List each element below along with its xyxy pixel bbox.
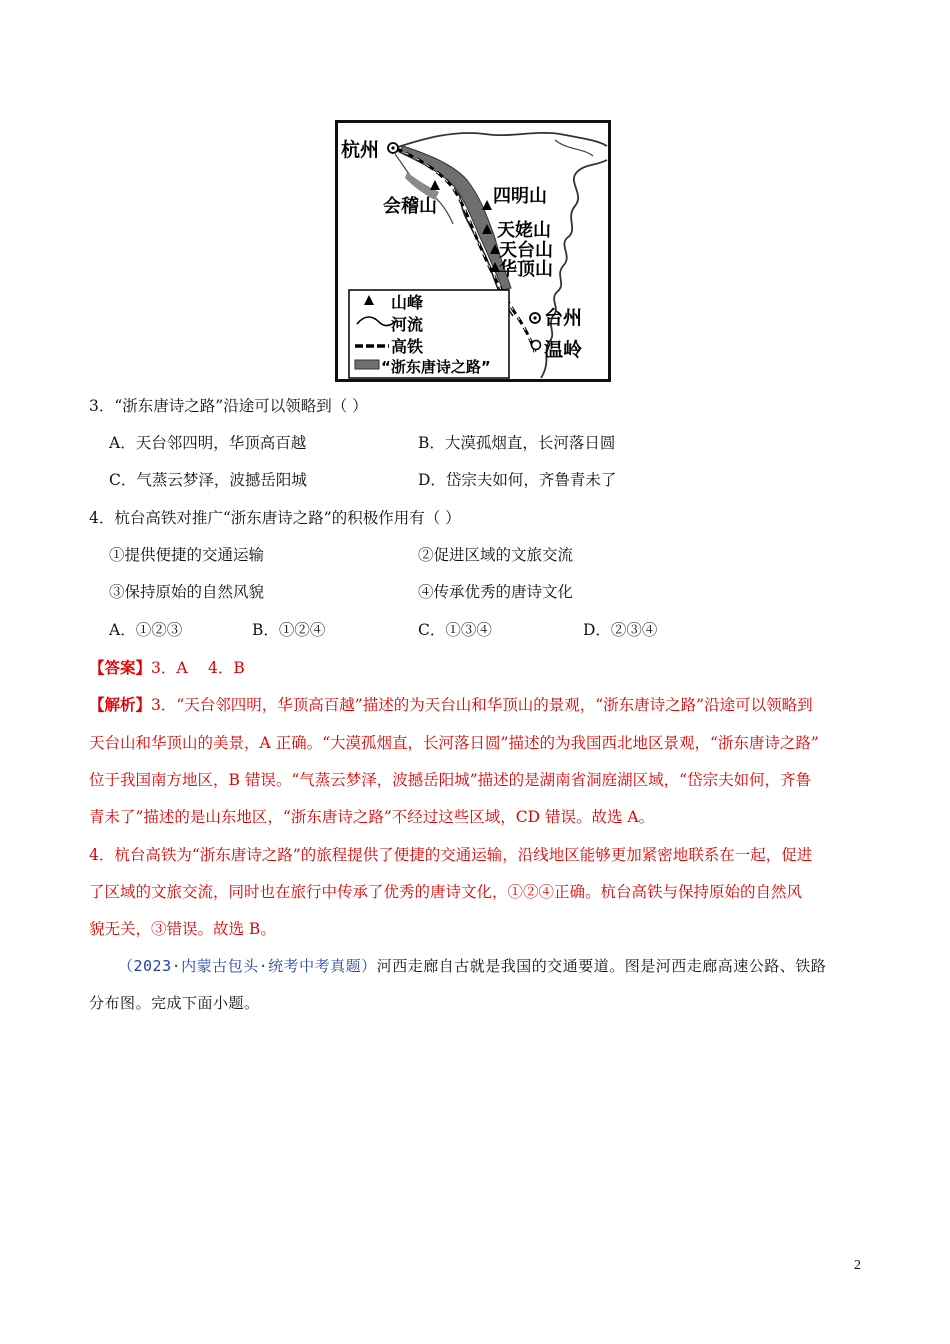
- legend-route-icon: [355, 360, 379, 369]
- wenling-marker: [532, 341, 541, 350]
- mountain-kuaiji: 会稽山: [383, 196, 437, 217]
- legend-peak: 山峰: [391, 293, 424, 312]
- next-question-text-1: 河西走廊自古就是我国的交通要道。图是河西走廊高速公路、铁路: [376, 957, 827, 975]
- q3-option-b: B．大漠孤烟直，长河落日圆: [418, 434, 616, 452]
- analysis-line-6: 了区域的文旅交流，同时也在旅行中传承了优秀的唐诗文化，①②④正确。杭台高铁与保持原始的自然风: [89, 883, 803, 901]
- q4-item-1: ①提供便捷的交通运输: [109, 546, 265, 564]
- mountain-huading: 华顶山: [499, 259, 553, 280]
- analysis-line-7: 貌无关，③错误。故选 B。: [89, 920, 276, 938]
- mountain-siming: 四明山: [493, 186, 547, 207]
- analysis-text-1: 3．“天台邻四明，华顶高百越”描述的为天台山和华顶山的景观，“浙东唐诗之路”沿途可以领略到: [151, 696, 813, 714]
- city-taizhou: 台州: [544, 307, 583, 329]
- analysis-line-3: 位于我国南方地区，B 错误。“气蒸云梦泽，波撼岳阳城”描述的是湖南省洞庭湖区域，“岱宗夫如何，齐鲁: [89, 771, 812, 789]
- next-question-line-2: 分布图。完成下面小题。: [89, 994, 260, 1012]
- mountain-tiantai: 天台山: [499, 240, 553, 261]
- next-question-line-1: [118, 956, 826, 976]
- answer-text: 3．A 4．B: [151, 659, 245, 677]
- legend-river: 河流: [391, 315, 424, 334]
- analysis-line-5: 4．杭台高铁为“浙东唐诗之路”的旅程提供了便捷的交通运输，沿线地区能够更加紧密地联系在一起，促进: [89, 846, 813, 864]
- question-4-stem: 4．杭台高铁对推广“浙东唐诗之路”的积极作用有（ ）: [89, 509, 461, 527]
- map-figure: [335, 120, 611, 382]
- q4-option-c: C．①③④: [418, 621, 492, 639]
- city-wenling: 温岭: [544, 339, 583, 361]
- q3-option-c: C．气蒸云梦泽，波撼岳阳城: [109, 471, 307, 489]
- q4-item-4: ④传承优秀的唐诗文化: [418, 583, 574, 601]
- analysis-line-2: 天台山和华顶山的美景，A 正确。“大漠孤烟直，长河落日圆”描述的为我国西北地区景观，“浙东唐诗之路”: [89, 734, 819, 752]
- q3-option-d: D．岱宗夫如何，齐鲁青未了: [418, 471, 617, 489]
- answer-tag: 【答案】: [89, 658, 152, 677]
- q4-option-b: B．①②④: [252, 621, 326, 639]
- analysis-tag: 【解析】: [89, 695, 152, 714]
- city-hangzhou: 杭州: [341, 139, 380, 161]
- page-number: 2: [854, 1258, 861, 1273]
- q4-item-3: ③保持原始的自然风貌: [109, 583, 265, 601]
- legend-route: “浙东唐诗之路”: [381, 358, 491, 376]
- question-source: （2023·内蒙古包头·统考中考真题）: [118, 957, 377, 975]
- q4-item-2: ②促进区域的文旅交流: [418, 546, 574, 564]
- q4-option-a: A．①②③: [109, 621, 183, 639]
- q3-option-a: A．天台邻四明，华顶高百越: [109, 434, 307, 452]
- analysis-line-1: [89, 695, 813, 715]
- analysis-line-4: 青未了”描述的是山东地区，“浙东唐诗之路”不经过这些区域，CD 错误。故选 A。: [89, 808, 655, 826]
- mountain-tianmu: 天姥山: [497, 220, 551, 241]
- legend-railway: 高铁: [391, 337, 424, 356]
- q4-option-d: D．②③④: [583, 621, 658, 639]
- question-3-stem: 3．“浙东唐诗之路”沿途可以领略到（ ）: [89, 397, 368, 415]
- answer-line: [89, 658, 245, 678]
